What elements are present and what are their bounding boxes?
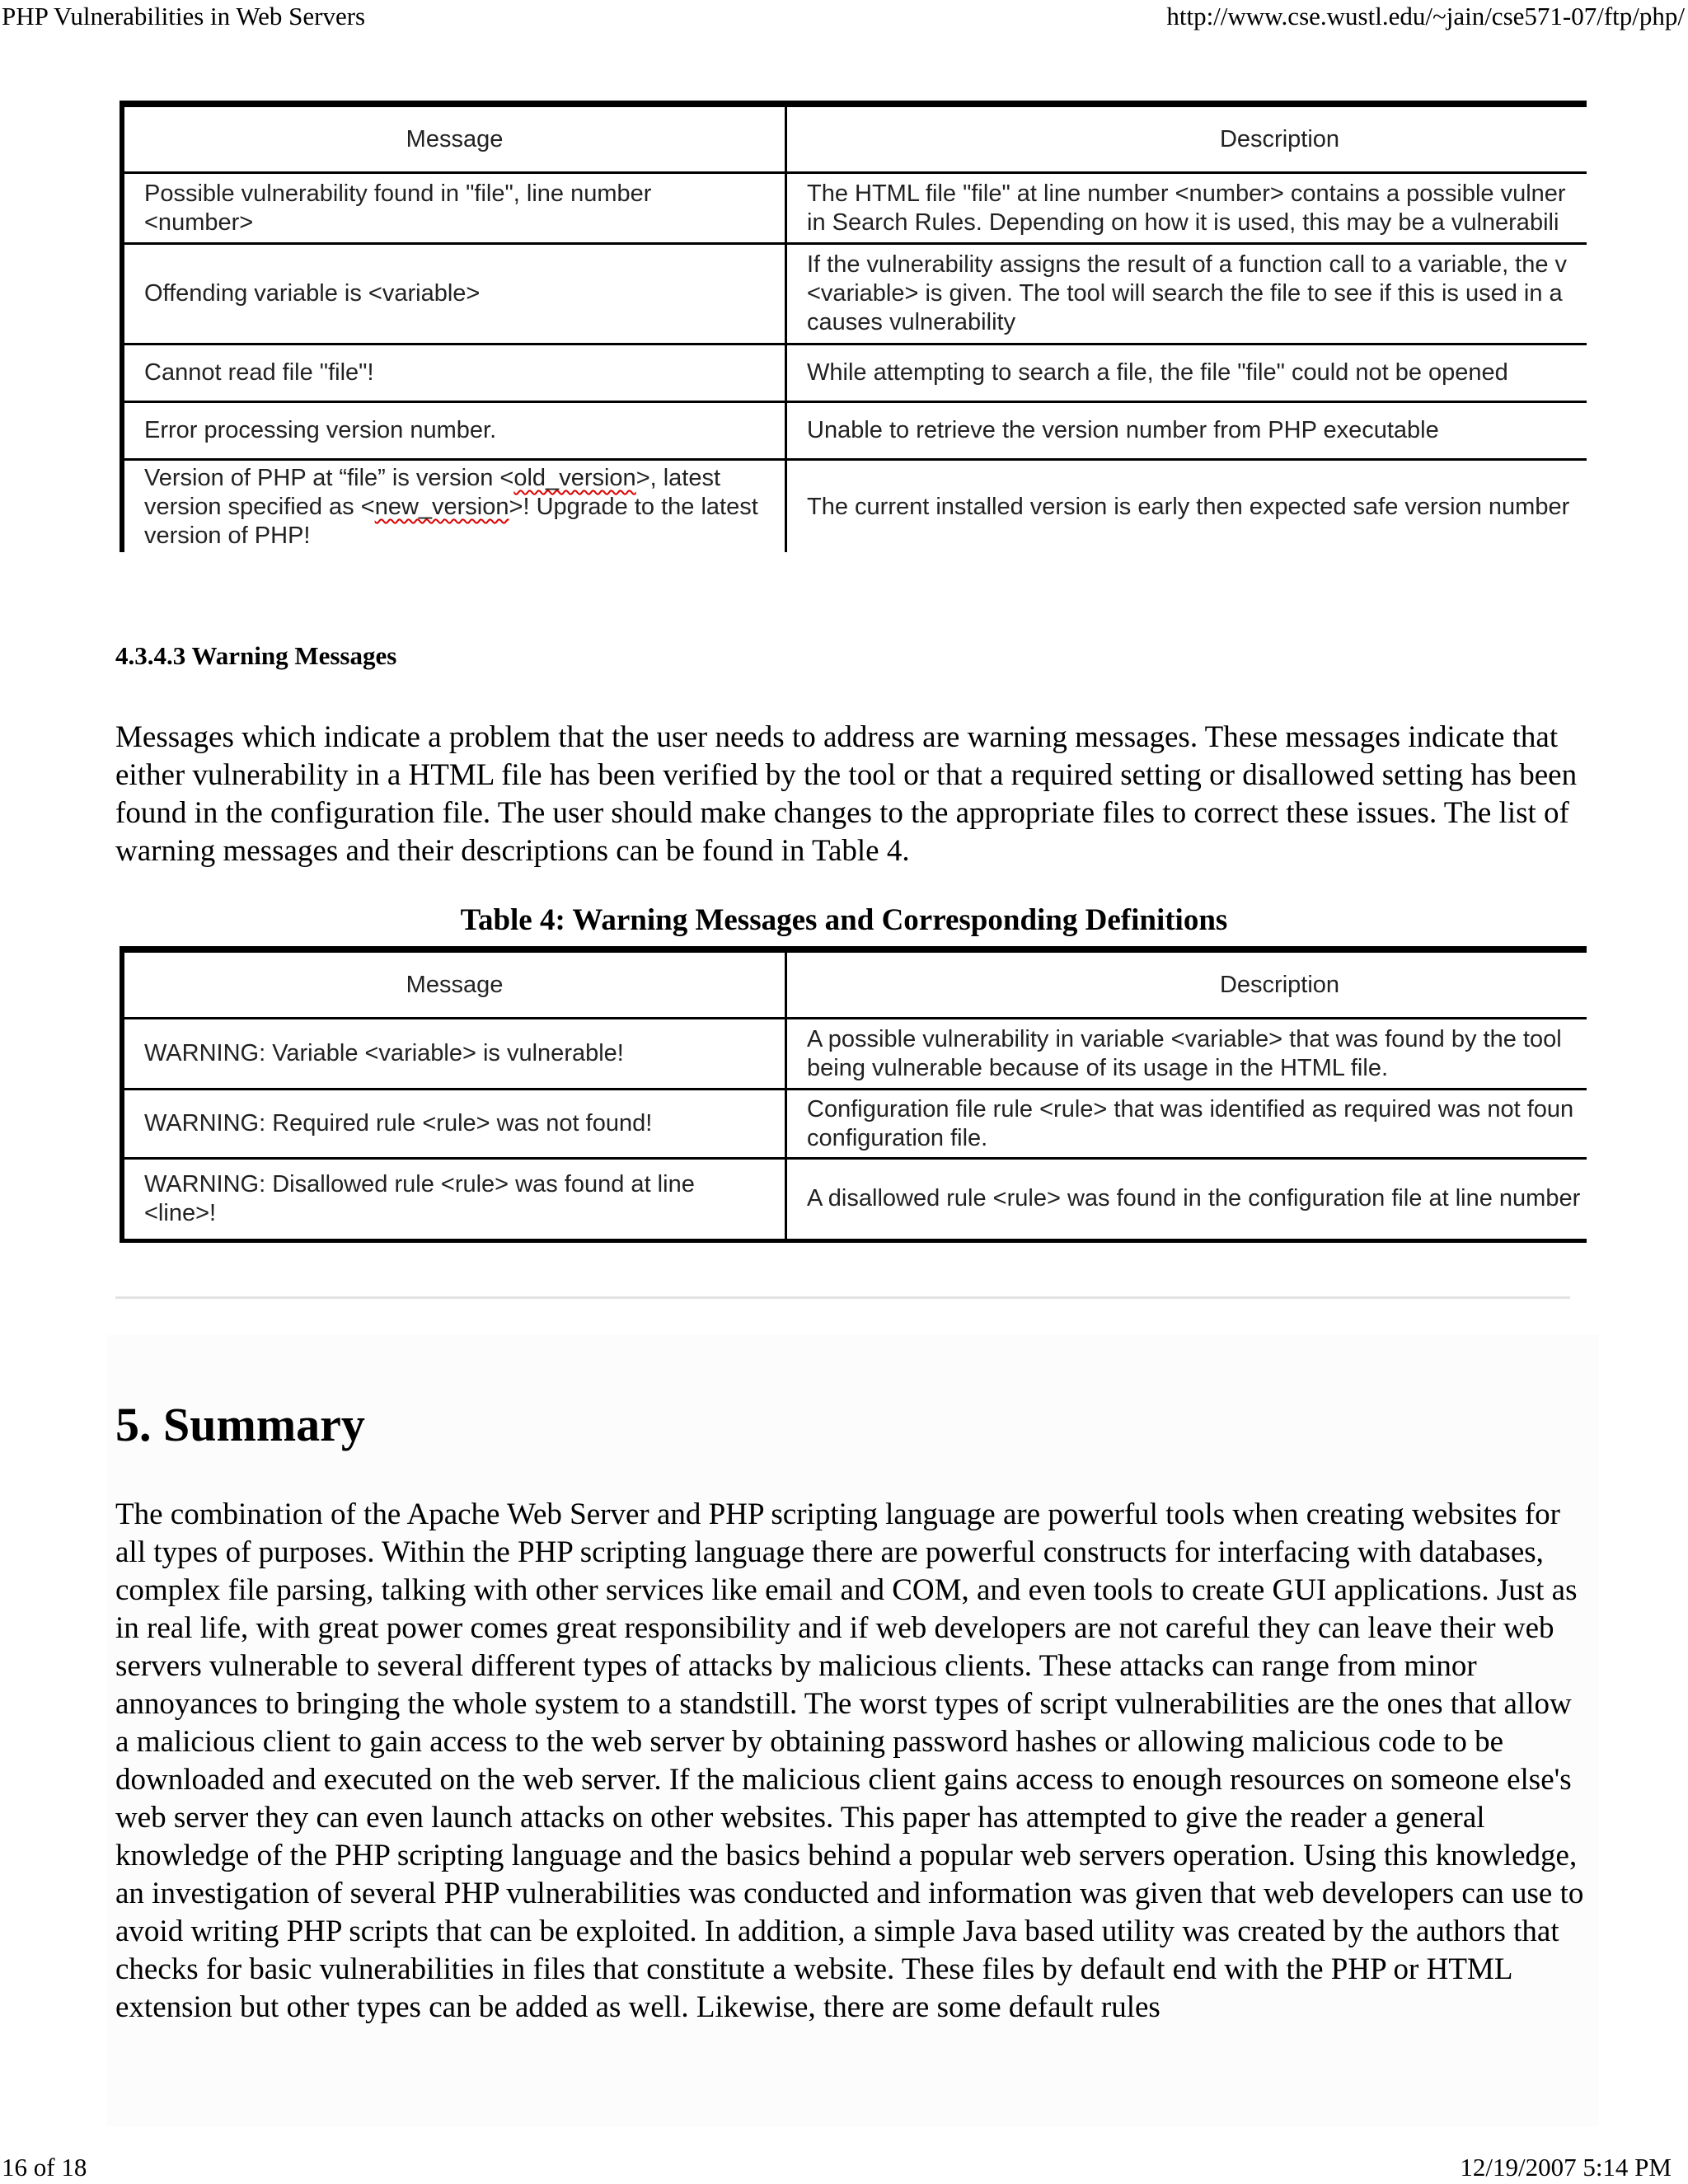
misspelled-word: new_version — [374, 494, 509, 520]
print-header-url: http://www.cse.wustl.edu/~jain/cse571-07/ftp/php/ — [1166, 2, 1685, 30]
summary-heading: 5. Summary — [115, 1398, 365, 1451]
description-cell — [786, 1090, 1587, 1159]
description-line: <variable> is given. The tool will search the file to see if this is used in a — [807, 280, 1563, 307]
message-cell: Error processing version number. — [122, 402, 786, 460]
description-cell: While attempting to search a file, the file "file" could not be opened — [786, 344, 1587, 402]
message-cell: WARNING: Required rule <rule> was not found! — [122, 1090, 786, 1159]
message-cell: WARNING: Disallowed rule <rule> was found at line <line>! — [122, 1159, 786, 1241]
misspelled-word: old_version — [513, 465, 636, 491]
description-cell: A disallowed rule <rule> was found in the configuration file at line number — [786, 1159, 1587, 1241]
message-cell: Offending variable is <variable> — [122, 244, 786, 344]
table-4-image — [120, 946, 1587, 1243]
warning-messages-paragraph: Messages which indicate a problem that the user needs to address are warning messages. These messages indicate that either vulnerability in a HTML file has been verified by the tool or that a required setting or disallowed setting has been found in the configuration file. The user should make changes to the appropriate files to correct these issues. The list of warning messages and their descriptions can be found in Table 4. — [115, 720, 1578, 868]
table-row — [122, 173, 1587, 244]
table-header-description: Description — [786, 949, 1587, 1019]
table-row — [122, 402, 1587, 460]
table-4 — [120, 946, 1587, 1243]
print-header-title: PHP Vulnerabilities in Web Servers — [2, 2, 366, 30]
table-header-message: Message — [122, 104, 786, 173]
description-line: Configuration file rule <rule> that was identified as required was not foun — [807, 1095, 1574, 1122]
description-cell: Unable to retrieve the version number from PHP executable — [786, 402, 1587, 460]
description-cell — [786, 173, 1587, 244]
table-header-message: Message — [122, 949, 786, 1019]
table-row — [122, 460, 1587, 553]
description-line: being vulnerable because of its usage in the HTML file. — [807, 1054, 1389, 1081]
description-cell — [786, 244, 1587, 344]
message-cell: Version of PHP at “file” is version <old_version>, latest version specified as <new_version>! Upgrade to the latest version of PHP! — [122, 460, 786, 553]
message-cell: Cannot read file "file"! — [122, 344, 786, 402]
table-row — [122, 1090, 1587, 1159]
description-line: configuration file. — [807, 1124, 988, 1151]
table-row — [122, 1159, 1587, 1241]
description-cell — [786, 1019, 1587, 1090]
table-4-caption: Table 4: Warning Messages and Corresponding Definitions — [460, 903, 1228, 937]
description-line: If the vulnerability assigns the result of a function call to a variable, the v — [807, 251, 1568, 278]
description-line: The HTML file "file" at line number <number> contains a possible vulner — [807, 180, 1566, 207]
table-row — [122, 244, 1587, 344]
message-cell: WARNING: Variable <variable> is vulnerable! — [122, 1019, 786, 1090]
table-3-image — [120, 101, 1587, 552]
description-line: causes vulnerability — [807, 309, 1016, 335]
table-row — [122, 344, 1587, 402]
table-3 — [120, 101, 1587, 552]
description-cell: The current installed version is early then expected safe version number — [786, 460, 1587, 553]
description-line: in Search Rules. Depending on how it is used, this may be a vulnerabili — [807, 209, 1559, 236]
message-cell: Possible vulnerability found in "file", line number <number> — [122, 173, 786, 244]
table-header-description: Description — [786, 104, 1587, 173]
print-footer-datetime: 12/19/2007 5:14 PM — [1460, 2153, 1672, 2182]
table-row — [122, 1019, 1587, 1090]
horizontal-divider — [115, 1296, 1570, 1299]
print-footer-page: 16 of 18 — [2, 2153, 87, 2182]
description-line: A possible vulnerability in variable <variable> that was found by the tool — [807, 1025, 1562, 1052]
summary-paragraph: The combination of the Apache Web Server and PHP scripting language are powerful tools when creating websites for all types of purposes. Within the PHP scripting language there are powerful constructs for interfacing with databases, complex file parsing, talking with other services like email and COM, and even tools to create GUI applications. Just as in real life, with great power comes great responsibility and if web developers are not careful they can leave their web servers vulnerable to several different types of attacks by malicious clients. These attacks can range from minor annoyances to bringing the whole system to a standstill. The worst types of script vulnerabilities are the ones that allow a malicious client to gain access to the web server by obtaining password hashes or allowing malicious code to be downloaded and executed on the web server. If the malicious client gains access to enough resources on someone else's web server they can even launch attacks on other websites. This paper has attempted to give the reader a general knowledge of the PHP scripting language and the basics behind a popular web servers operation. Using this knowledge, an investigation of several PHP vulnerabilities was conducted and information was given that web developers can use to avoid writing PHP scripts that can be exploited. In addition, a simple Java based utility was created by the authors that checks for basic vulnerabilities in files that constitute a website. These files by default end with the PHP or HTML extension but other types can be added as well. Likewise, there are some default rules — [115, 1497, 1584, 2024]
subsection-heading: 4.3.4.3 Warning Messages — [115, 641, 397, 670]
